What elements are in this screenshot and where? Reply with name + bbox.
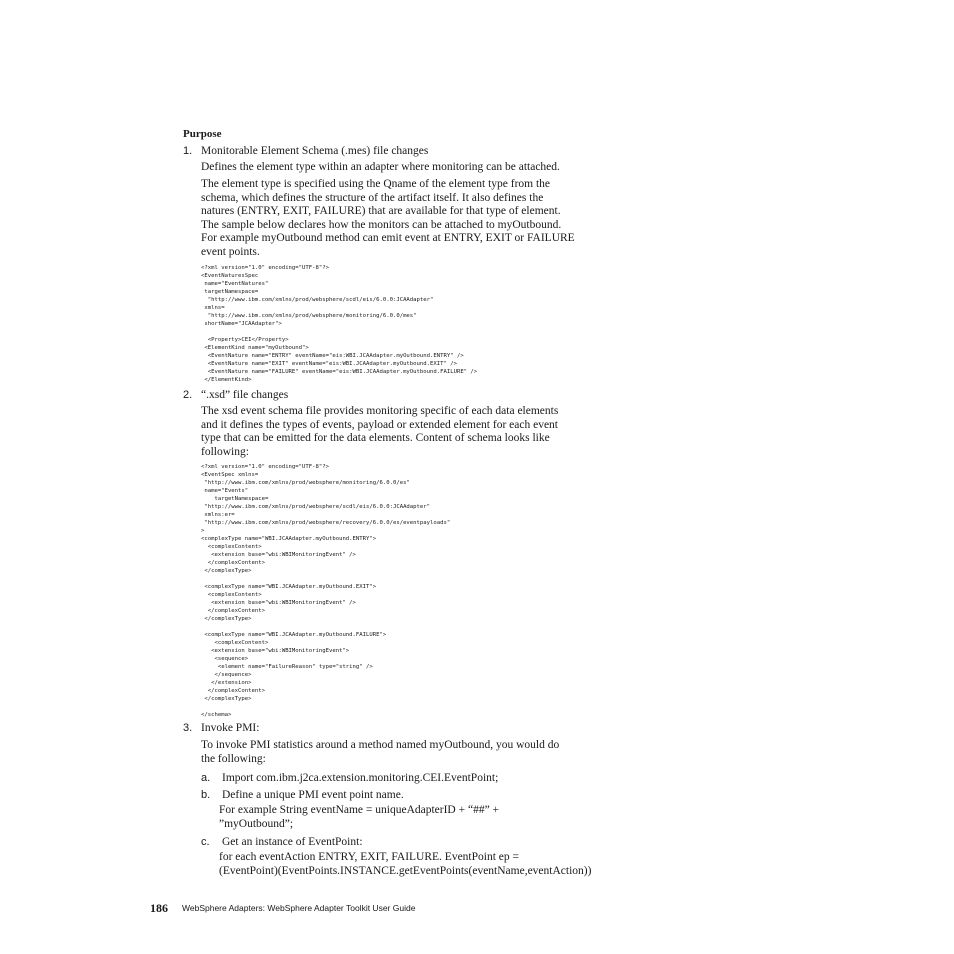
subitem-letter: c. — [201, 836, 210, 848]
section-heading: Purpose — [183, 128, 222, 140]
paragraph: To invoke PMI statistics around a method named myOutbound, you would do the following: — [201, 739, 560, 765]
subitem-detail: For example String eventName = uniqueAdapterID + “##” + ”myOutbound”; — [219, 804, 500, 830]
subitem-text: Import com.ibm.j2ca.extension.monitoring.CEI.EventPoint; — [222, 772, 499, 784]
subitem-letter: b. — [201, 789, 211, 801]
paragraph: The element type is specified using the Qname of the element type from the schema, which defines the structure of the artifact itself. It also defines the natures (ENTRY, EXIT, FAILURE) that are available for that type of element. The sample below declares how the monitors can be attached to myOutbound. For example myOutbound method can emit event at ENTRY, EXIT or FAILURE event points. — [201, 178, 575, 258]
paragraph: Defines the element type within an adapter where monitoring can be attached. — [201, 161, 560, 173]
subitem-text: Get an instance of EventPoint: — [222, 836, 363, 848]
code-block: <?xml version="1.0" encoding="UTF-8"?> <EventNaturesSpec name="EventNatures" targetNamespace= "http://www.ibm.com/xmlns/prod/websphere/scdl/eis/6.0.0:JCAAdapter" xmlns= "http://www.ibm.com/xmlns/prod/websphere/monitoring/6.0.0/mes" shortName="JCAAdapter"> <Property>CEI</Property> <ElementKind name="myOutbound"> <EventNature name="ENTRY" eventName="eis:WBI.JCAAdapter.myOutbound.ENTRY" /> <EventNature name="EXIT" eventName="eis:WBI.JCAAdapter.myOutbound.EXIT" /> <EventNature name="FAILURE" eventName="eis:WBI.JCAAdapter.myOutbound.FAILURE" /> </ElementKind> — [201, 265, 478, 383]
code-block: <?xml version="1.0" encoding="UTF-8"?> <EventSpec xmlns= "http://www.ibm.com/xmlns/prod/websphere/monitoring/6.0.0/es" name="Events" targetNamespace= "http://www.ibm.com/xmlns/prod/websphere/scdl/eis/6.0.0:JCAAdapter" xmlns:er= "http://www.ibm.com/xmlns/prod/websphere/recovery/6.0.0/es/eventpayloads" > <complexType name="WBI.JCAAdapter.myOutbound.ENTRY"> <complexContent> <extension base="wbi:WBIMonitoringEvent" /> </complexContent> </complexType> <complexType name="WBI.JCAAdapter.myOutbound.EXIT"> <complexContent> <extension base="wbi:WBIMonitoringEvent" /> </complexContent> </complexType> <complexType name="WBI.JCAAdapter.myOutbound.FAILURE"> <complexContent> <extension base="wbi:WBIMonitoringEvent"> <sequence> <element name="FailureReason" type="string" /> </sequence> </extension> </complexContent> </complexType> </schema> — [201, 464, 451, 718]
subitem-letter: a. — [201, 772, 211, 784]
item-number: 1. — [183, 145, 193, 157]
item-title: Monitorable Element Schema (.mes) file changes — [201, 145, 429, 157]
subitem-text: Define a unique PMI event point name. — [222, 789, 404, 801]
item-number: 2. — [183, 389, 193, 401]
paragraph: The xsd event schema file provides monitoring specific of each data elements and it defines the types of events, payload or extended element for each event type that can be emitted for the data elements. Content of schema looks like following: — [201, 405, 559, 458]
item-number: 3. — [183, 722, 193, 734]
item-title: Invoke PMI: — [201, 722, 260, 734]
page-number: 186 — [150, 901, 168, 915]
item-title: “.xsd” file changes — [201, 389, 289, 401]
subitem-detail: for each eventAction ENTRY, EXIT, FAILURE. EventPoint ep = (EventPoint)(EventPoints.INSTANCE.getEventPoints(eventName,eventAction)) — [219, 851, 592, 877]
running-footer: WebSphere Adapters: WebSphere Adapter Toolkit User Guide — [182, 903, 416, 913]
